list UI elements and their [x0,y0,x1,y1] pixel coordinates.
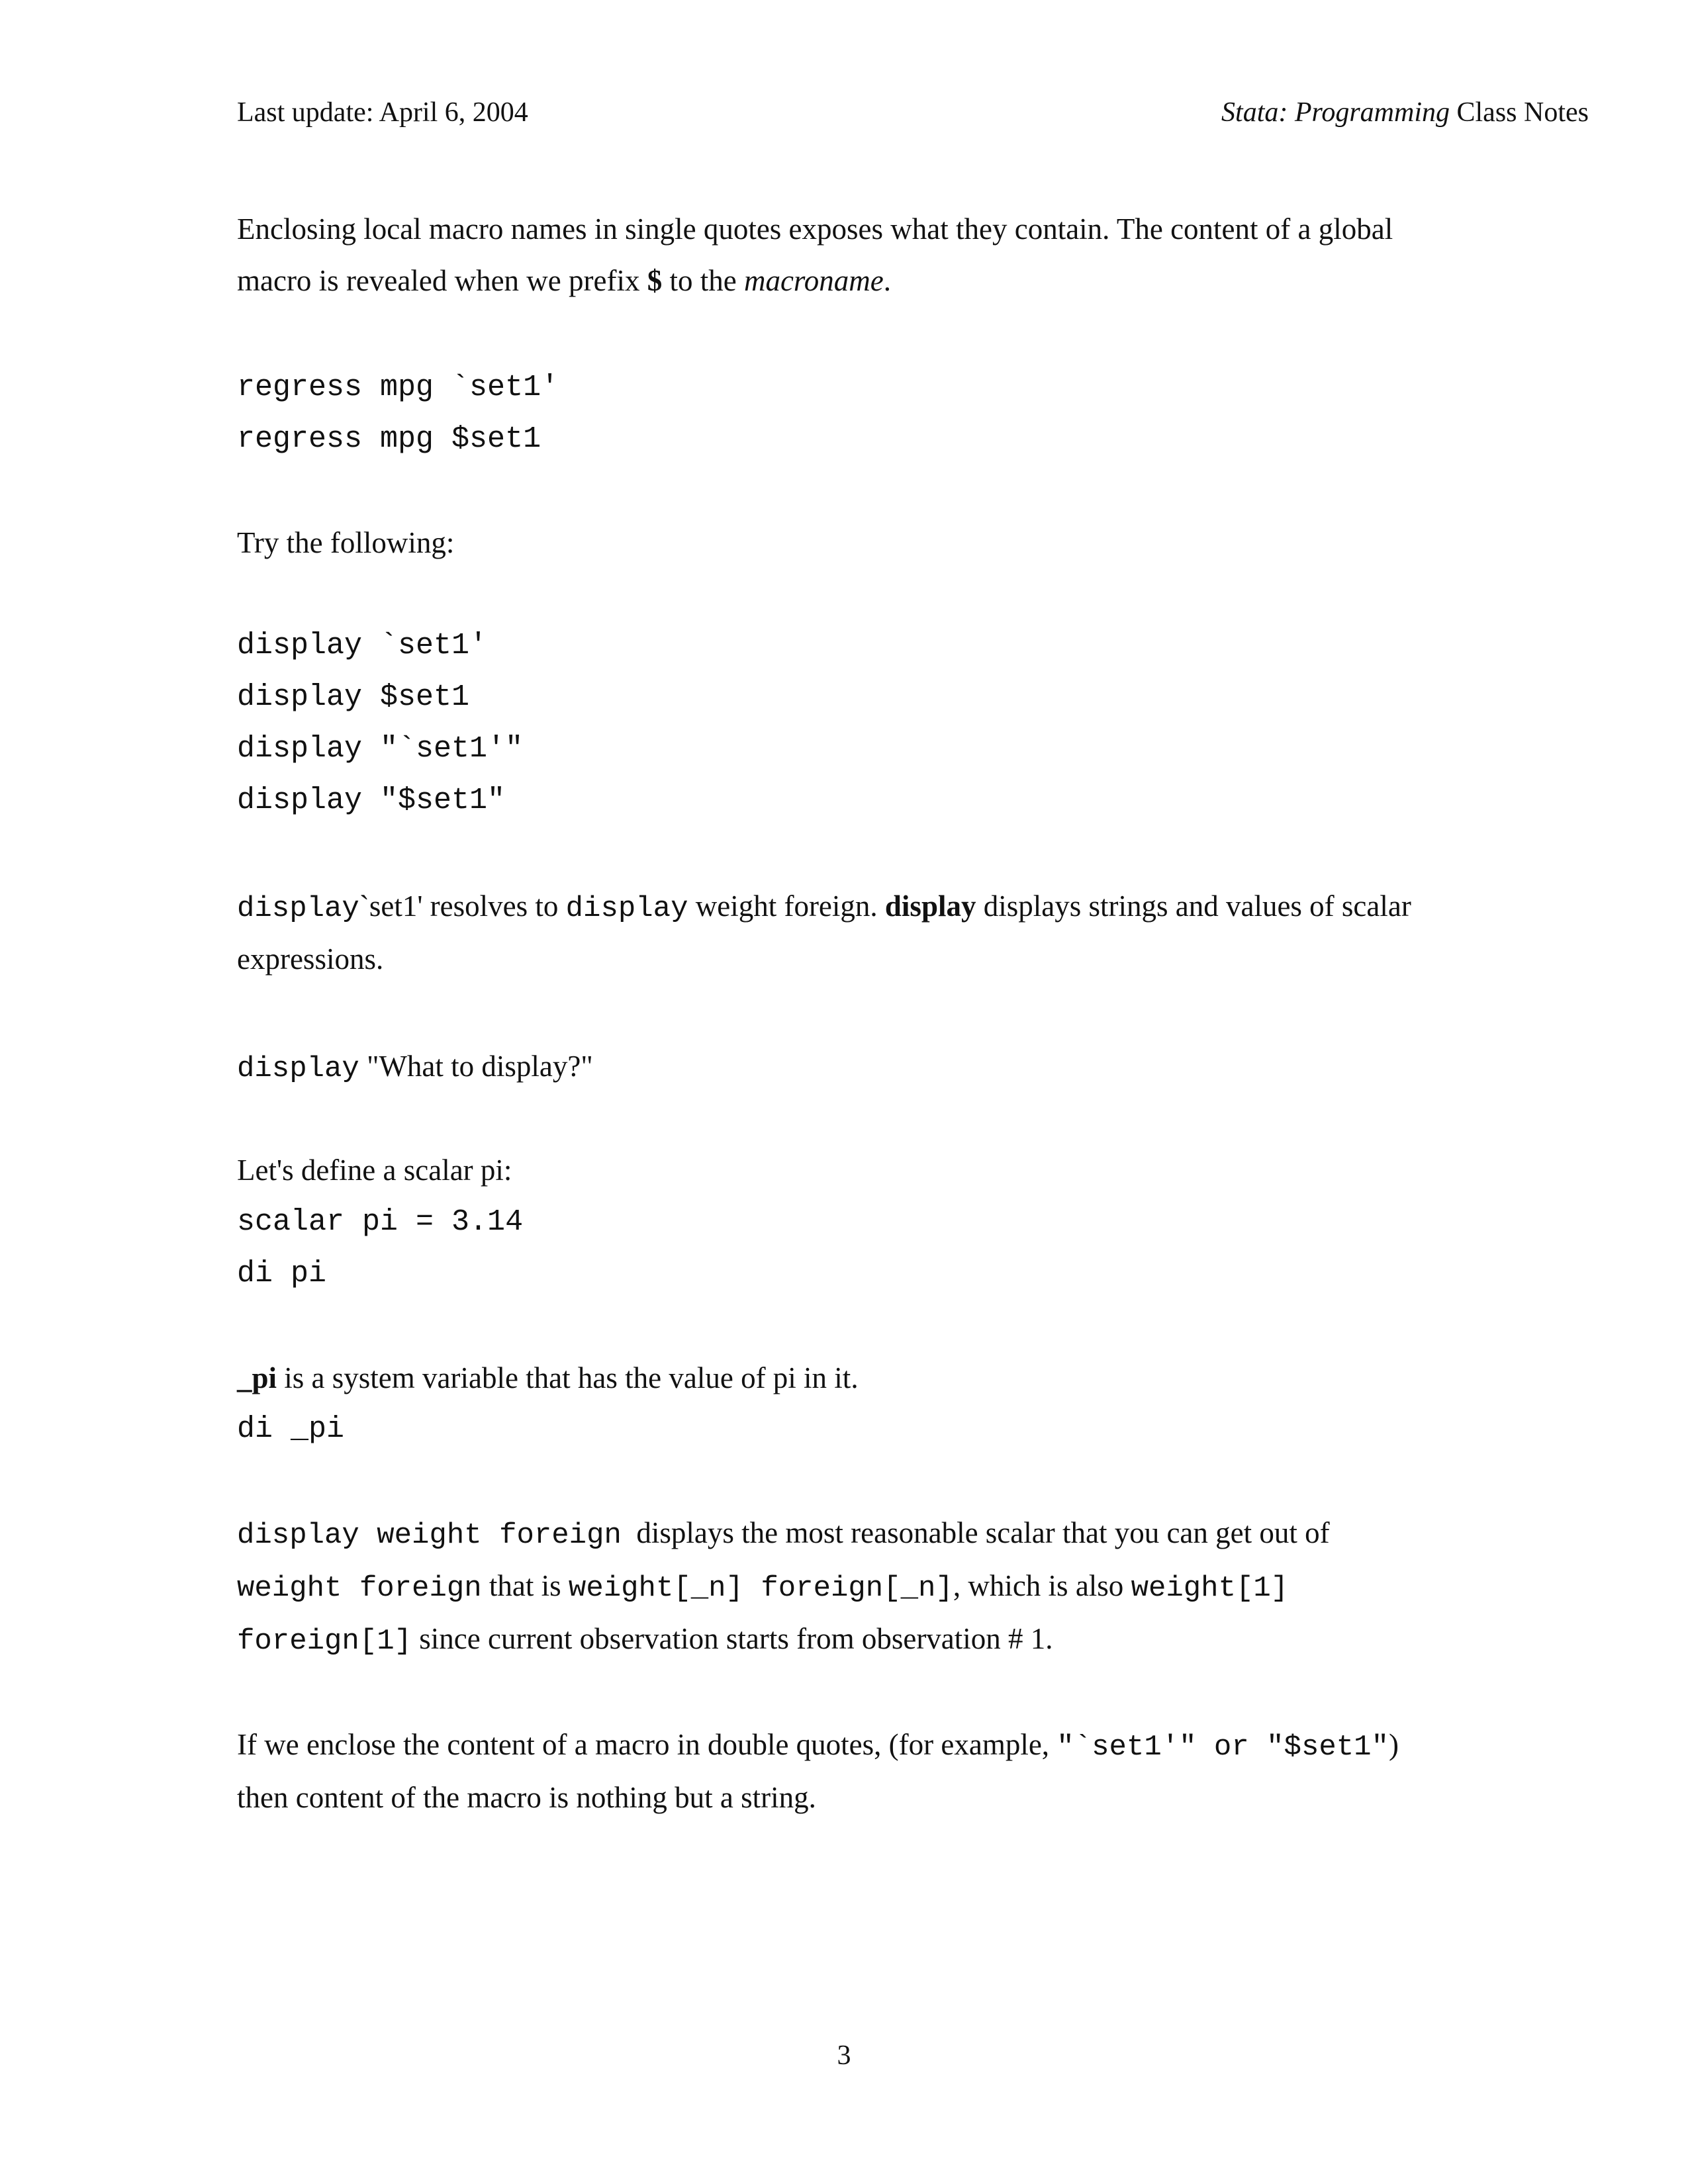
paragraph-1-line-1: Enclosing local macro names in single quotes exposes what they contain. The content of a global [237,212,1393,246]
code-line: display "`set1'" [237,732,524,766]
text-run: that is [481,1569,569,1602]
code-line: display `set1' [237,629,488,662]
text-run: ) [1388,1728,1399,1761]
mono-run: display weight foreign [237,1519,622,1552]
code-line: di _pi [237,1412,345,1446]
mono-run: display [237,1052,359,1085]
code-line: regress mpg $set1 [237,422,541,456]
code-line: display $set1 [237,680,470,714]
text-run: weight foreign. [688,889,885,923]
paragraph-1-line-2 [237,263,891,298]
text-run: If we enclose the content of a macro in double quotes, (for example, [237,1728,1057,1761]
mono-run: "`set1'" or "$set1" [1056,1731,1389,1764]
paragraph-3 [237,1049,593,1086]
header-title-italic: Stata: Programming [1221,97,1450,128]
macroname-italic: macroname [743,264,884,297]
code-line: di pi [237,1257,327,1291]
code-line: display "$set1" [237,784,506,817]
header-last-update: Last update: April 6, 2004 [237,97,528,128]
try-following-text: Try the following: [237,526,455,559]
header-title [1221,97,1589,128]
text-run: `set1' resolves to [359,889,566,923]
code-line: regress mpg `set1' [237,371,559,404]
paragraph-7-line-1 [237,1727,1399,1764]
header-title-rest: Class Notes [1450,97,1589,128]
dollar-bold: $ [647,264,663,297]
paragraph-2-line-2: expressions. [237,942,384,976]
mono-run: display [565,892,688,925]
page-number: 3 [837,2040,851,2071]
text-run: to the [662,264,744,297]
paragraph-5 [237,1361,859,1395]
paragraph-6-line-2 [237,1569,1288,1606]
pi-bold: _pi [237,1361,277,1394]
mono-run: display [237,892,359,925]
text-run: displays the most reasonable scalar that you can get out of [621,1516,1330,1549]
display-bold: display [884,889,976,923]
code-line: scalar pi = 3.14 [237,1205,524,1239]
paragraph-2-line-1 [237,889,1411,926]
mono-run: foreign[1] [237,1625,412,1658]
text-run: , which is also [953,1569,1131,1602]
text-run: . [883,264,891,297]
mono-run: weight[_n] foreign[_n] [568,1572,953,1605]
paragraph-6-line-3 [237,1621,1053,1659]
mono-run: weight foreign [237,1572,482,1605]
paragraph-6-line-1 [237,1516,1330,1553]
text-run: "What to display?" [359,1050,593,1083]
text-run: displays strings and values of scalar [976,889,1411,923]
text-run: since current observation starts from observation # 1. [412,1622,1053,1655]
paragraph-7-line-2: then content of the macro is nothing but a string. [237,1781,816,1814]
mono-run: weight[1] [1131,1572,1289,1605]
paragraph-4-intro: Let's define a scalar pi: [237,1154,512,1187]
text-run: is a system variable that has the value of pi in it. [277,1361,859,1394]
text-run: macro is revealed when we prefix [237,264,647,297]
